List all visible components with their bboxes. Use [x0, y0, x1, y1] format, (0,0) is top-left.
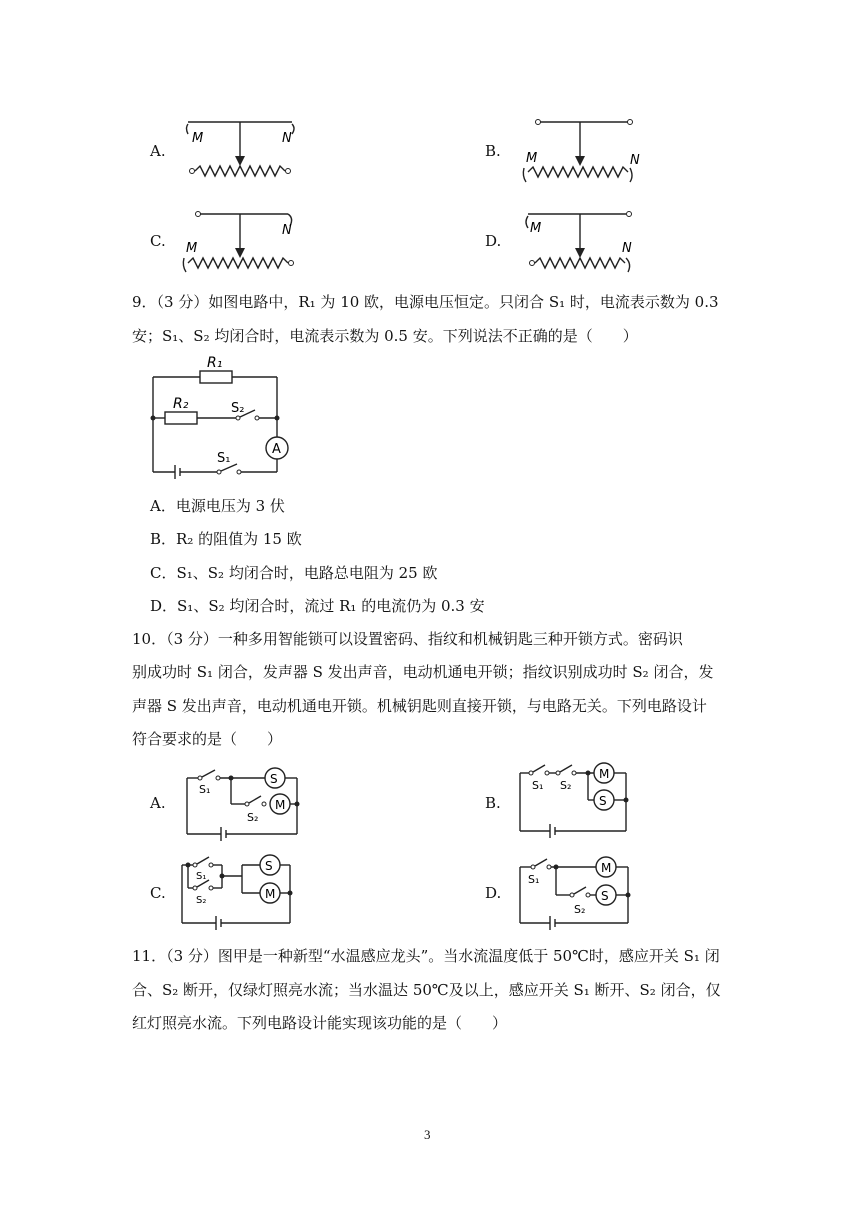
q8-option-d-diagram: [520, 206, 650, 281]
q9-stem-line-2: 安；S₁、S₂ 均闭合时，电流表示数为 0.5 安。下列说法不正确的是（ ）: [132, 327, 638, 345]
q10-option-b-circuit: [518, 763, 638, 838]
svg-text:S₁: S₁: [196, 871, 207, 882]
svg-text:N: N: [622, 241, 632, 256]
q10-stem-line-4: 符合要求的是（ ）: [132, 730, 283, 748]
q8-option-c-label: C.: [150, 232, 166, 250]
q8-option-a-diagram: [180, 118, 310, 188]
q10-option-c-circuit: [180, 855, 300, 930]
svg-text:S₂: S₂: [231, 401, 245, 416]
q8-option-c-diagram: [180, 206, 310, 281]
svg-text:S: S: [601, 889, 609, 903]
svg-text:M: M: [530, 221, 542, 236]
svg-text:N: N: [282, 131, 292, 146]
svg-text:S₁: S₁: [199, 783, 211, 796]
svg-text:M: M: [275, 798, 286, 812]
svg-text:S: S: [265, 859, 273, 873]
q10-stem-line-1: 10．（3 分）一种多用智能锁可以设置密码、指纹和机械钥匙三种开锁方式。密码识: [132, 630, 683, 648]
page-number: 3: [424, 1127, 431, 1142]
svg-text:M: M: [186, 241, 198, 256]
q10-option-a-circuit: [185, 766, 305, 841]
svg-text:R₁: R₁: [207, 355, 223, 371]
svg-text:N: N: [630, 153, 640, 168]
q11-stem-line-2: 合、S₂ 断开，仅绿灯照亮水流；当水温达 50℃及以上，感应开关 S₁ 断开、S₂ 闭合，仅: [132, 981, 721, 999]
q9-option-d: D．S₁、S₂ 均闭合时，流过 R₁ 的电流仍为 0.3 安: [150, 597, 485, 615]
svg-text:R₂: R₂: [173, 396, 189, 412]
q10-stem-line-2: 别成功时 S₁ 闭合，发声器 S 发出声音，电动机通电开锁；指纹识别成功时 S₂ 闭合，发: [132, 663, 714, 681]
q8-option-b-label: B.: [485, 142, 501, 160]
svg-text:A: A: [272, 442, 281, 457]
q10-option-c-label: C.: [150, 884, 166, 902]
svg-text:M: M: [526, 151, 538, 166]
svg-text:S₁: S₁: [532, 779, 544, 792]
svg-text:S: S: [270, 772, 278, 786]
svg-text:M: M: [265, 887, 276, 901]
svg-text:M: M: [599, 767, 610, 781]
svg-text:S: S: [599, 794, 607, 808]
q10-option-b-label: B.: [485, 794, 501, 812]
svg-text:S₂: S₂: [574, 903, 586, 916]
q9-option-b: B．R₂ 的阻值为 15 欧: [150, 530, 302, 548]
q10-stem-line-3: 声器 S 发出声音，电动机通电开锁。机械钥匙则直接开锁，与电路无关。下列电路设计: [132, 697, 707, 715]
svg-text:M: M: [601, 861, 612, 875]
svg-text:S₂: S₂: [560, 779, 572, 792]
svg-text:S₁: S₁: [217, 451, 231, 466]
q9-circuit-diagram: [145, 352, 305, 482]
svg-text:N: N: [282, 223, 292, 238]
q11-stem-line-3: 红灯照亮水流。下列电路设计能实现该功能的是（ ）: [132, 1014, 508, 1032]
q8-option-a-label: A.: [150, 142, 166, 160]
q8-option-b-diagram: [520, 116, 650, 191]
q11-stem-line-1: 11．（3 分）图甲是一种新型“水温感应龙头”。当水流温度低于 50℃时，感应开关 S₁ 闭: [132, 947, 720, 965]
q10-option-d-label: D.: [485, 884, 502, 902]
q10-option-d-circuit: [518, 855, 638, 930]
svg-text:S₂: S₂: [196, 895, 207, 906]
svg-text:S₂: S₂: [247, 811, 259, 824]
q8-option-d-label: D.: [485, 232, 502, 250]
svg-text:S₁: S₁: [528, 873, 540, 886]
q9-stem-line-1: 9．（3 分）如图电路中，R₁ 为 10 欧，电源电压恒定。只闭合 S₁ 时，电流表示数为 0.3: [132, 293, 719, 311]
q9-option-c: C．S₁、S₂ 均闭合时，电路总电阻为 25 欧: [150, 564, 438, 582]
q10-option-a-label: A.: [150, 794, 166, 812]
svg-text:M: M: [192, 131, 204, 146]
q9-option-a: A．电源电压为 3 伏: [150, 497, 285, 515]
